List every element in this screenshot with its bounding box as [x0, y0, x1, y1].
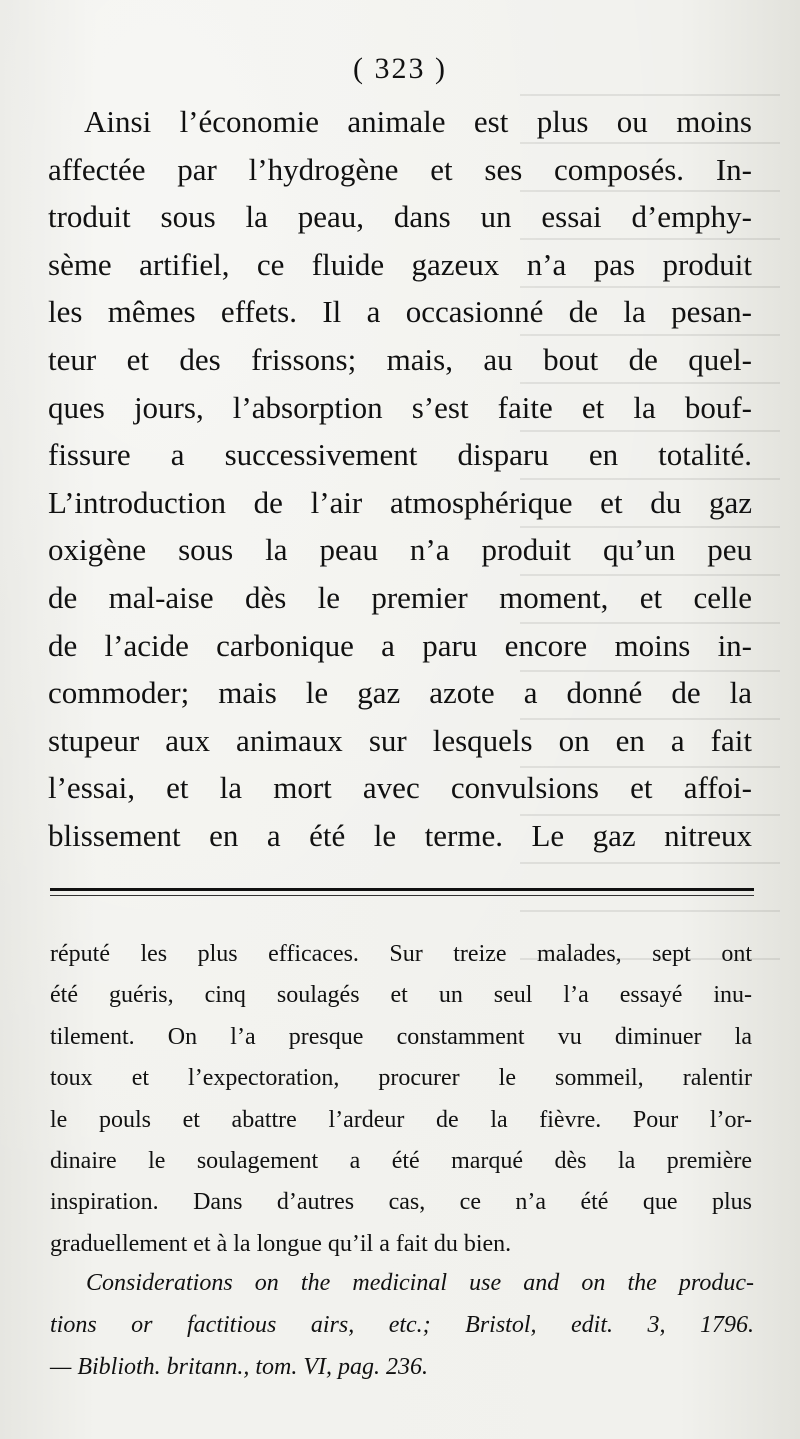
footnote-line: été guéris, cinq soulagés et un seul l’a essayé inu-	[50, 982, 752, 1009]
footnote-divider	[50, 888, 754, 891]
main-text-line: commoder; mais le gaz azote a donné de la	[48, 675, 752, 711]
main-text-line: stupeur aux animaux sur lesquels on en a fait	[48, 722, 752, 758]
citation-line: Considerations on the medicinal use and on the produc-	[86, 1270, 754, 1296]
main-text-line: les mêmes effets. Il a occasionné de la pesan-	[48, 294, 752, 330]
main-text-line: fissure a successivement disparu en totalité.	[48, 437, 752, 473]
main-text-line: affectée par l’hydrogène et ses composés. In-	[48, 151, 752, 187]
page-number: ( 323 )	[353, 52, 447, 85]
main-text-line: oxigène sous la peau n’a produit qu’un peu	[48, 532, 752, 568]
main-text-line: ques jours, l’absorption s’est faite et la bouf-	[48, 389, 752, 425]
main-text-block	[48, 98, 752, 860]
footnote-line: le pouls et abattre l’ardeur de la fièvre. Pour l’or-	[50, 1106, 752, 1133]
main-text-line: l’essai, et la mort avec convulsions et affoi-	[48, 770, 752, 806]
main-text-line: teur et des frissons; mais, au bout de quel-	[48, 341, 752, 377]
main-text-line: blissement en a été le terme. Le gaz nitreux	[48, 817, 752, 853]
footnote-line: dinaire le soulagement a été marqué dès la première	[50, 1147, 752, 1174]
footnote-line: réputé les plus efficaces. Sur treize malades, sept ont	[50, 941, 752, 967]
main-text-line: de l’acide carbonique a paru encore moins in-	[48, 627, 752, 663]
citation-line: — Biblioth. britann., tom. VI, pag. 236.	[50, 1354, 428, 1380]
footnote-divider-thin	[50, 895, 754, 896]
main-text-line: troduit sous la peau, dans un essai d’emphy-	[48, 199, 752, 235]
main-text-line: sème artifiel, ce fluide gazeux n’a pas produit	[48, 246, 752, 282]
main-text-line: L’introduction de l’air atmosphérique et du gaz	[48, 484, 752, 520]
footnote-line: tilement. On l’a presque constamment vu diminuer la	[50, 1023, 752, 1050]
main-text-line: Ainsi l’économie animale est plus ou moins	[84, 104, 752, 139]
footnote-line: graduellement et à la longue qu’il a fait du bien.	[50, 1230, 512, 1257]
footnote-line: inspiration. Dans d’autres cas, ce n’a été que plus	[50, 1189, 752, 1216]
footnote-block	[50, 934, 752, 1265]
main-text-line: de mal-aise dès le premier moment, et celle	[48, 579, 752, 615]
citation-block	[50, 1262, 754, 1388]
footnote-line: toux et l’expectoration, procurer le sommeil, ralentir	[50, 1065, 752, 1092]
citation-line: tions or factitious airs, etc.; Bristol, edit. 3, 1796.	[50, 1312, 754, 1338]
